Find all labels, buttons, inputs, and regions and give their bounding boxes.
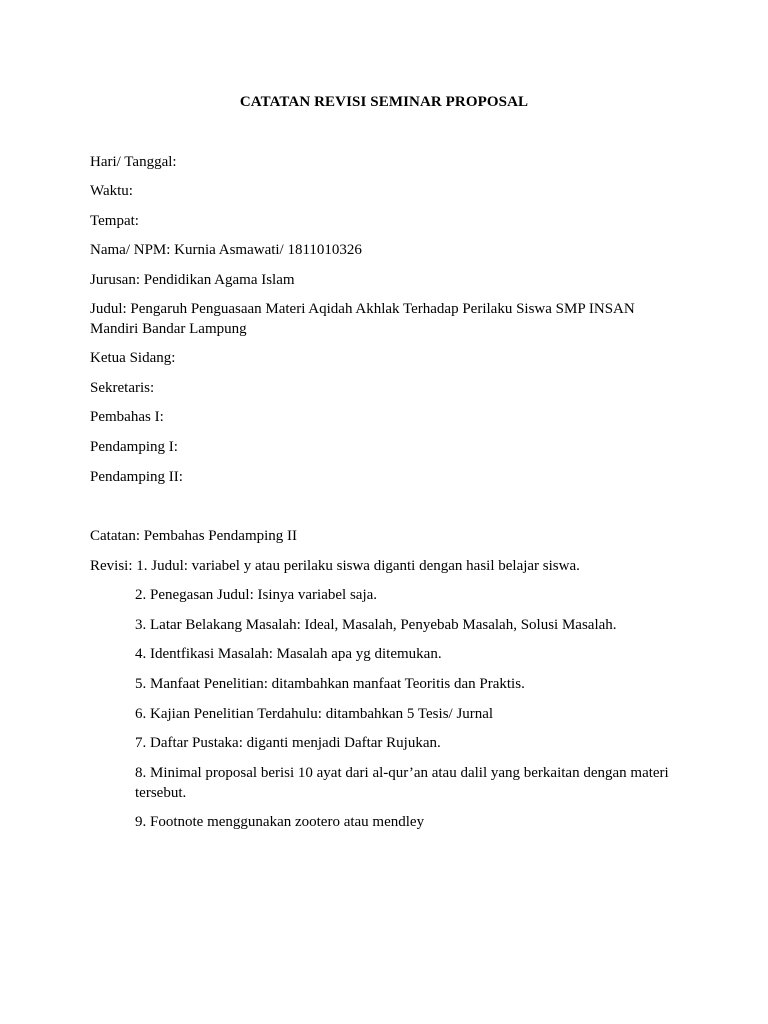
revisi-item-3: 3. Latar Belakang Masalah: Ideal, Masalah, Penyebab Masalah, Solusi Masalah. [135, 617, 617, 633]
revisi-item-9: 9. Footnote menggunakan zootero atau mendley [135, 814, 425, 830]
revisi-item-7: 7. Daftar Pustaka: diganti menjadi Daftar Rujukan. [135, 735, 441, 751]
field-ketua-sidang: Ketua Sidang: [90, 350, 176, 366]
revisi-item-8: 8. Minimal proposal berisi 10 ayat dari al-qur’an atau dalil yang berkaitan dengan materi tersebut. [135, 765, 669, 801]
field-pendamping-1: Pendamping I: [90, 439, 178, 455]
revisi-item-4: 4. Identfikasi Masalah: Masalah apa yg ditemukan. [135, 646, 442, 662]
field-pembahas-1: Pembahas I: [90, 409, 164, 425]
field-nama-npm: Nama/ NPM: Kurnia Asmawati/ 1811010326 [90, 242, 362, 258]
field-pendamping-2: Pendamping II: [90, 469, 183, 485]
document-title: CATATAN REVISI SEMINAR PROPOSAL [239, 94, 529, 110]
revisi-item-1: Revisi: 1. Judul: variabel y atau perilaku siswa diganti dengan hasil belajar siswa. [90, 558, 580, 574]
revisi-item-6: 6. Kajian Penelitian Terdahulu: ditambahkan 5 Tesis/ Jurnal [135, 706, 494, 722]
revisi-item-2: 2. Penegasan Judul: Isinya variabel saja. [135, 587, 378, 603]
catatan-line: Catatan: Pembahas Pendamping II [90, 528, 298, 544]
field-waktu: Waktu: [90, 183, 133, 199]
revisi-item-5: 5. Manfaat Penelitian: ditambahkan manfaat Teoritis dan Praktis. [135, 676, 525, 692]
field-hari-tanggal: Hari/ Tanggal: [90, 154, 177, 170]
field-tempat: Tempat: [90, 213, 139, 229]
field-sekretaris: Sekretaris: [90, 380, 155, 396]
field-jurusan: Jurusan: Pendidikan Agama Islam [90, 272, 295, 288]
field-judul: Judul: Pengaruh Penguasaan Materi Aqidah Akhlak Terhadap Perilaku Siswa SMP INSAN Mandiri Bandar Lampung [90, 301, 635, 337]
